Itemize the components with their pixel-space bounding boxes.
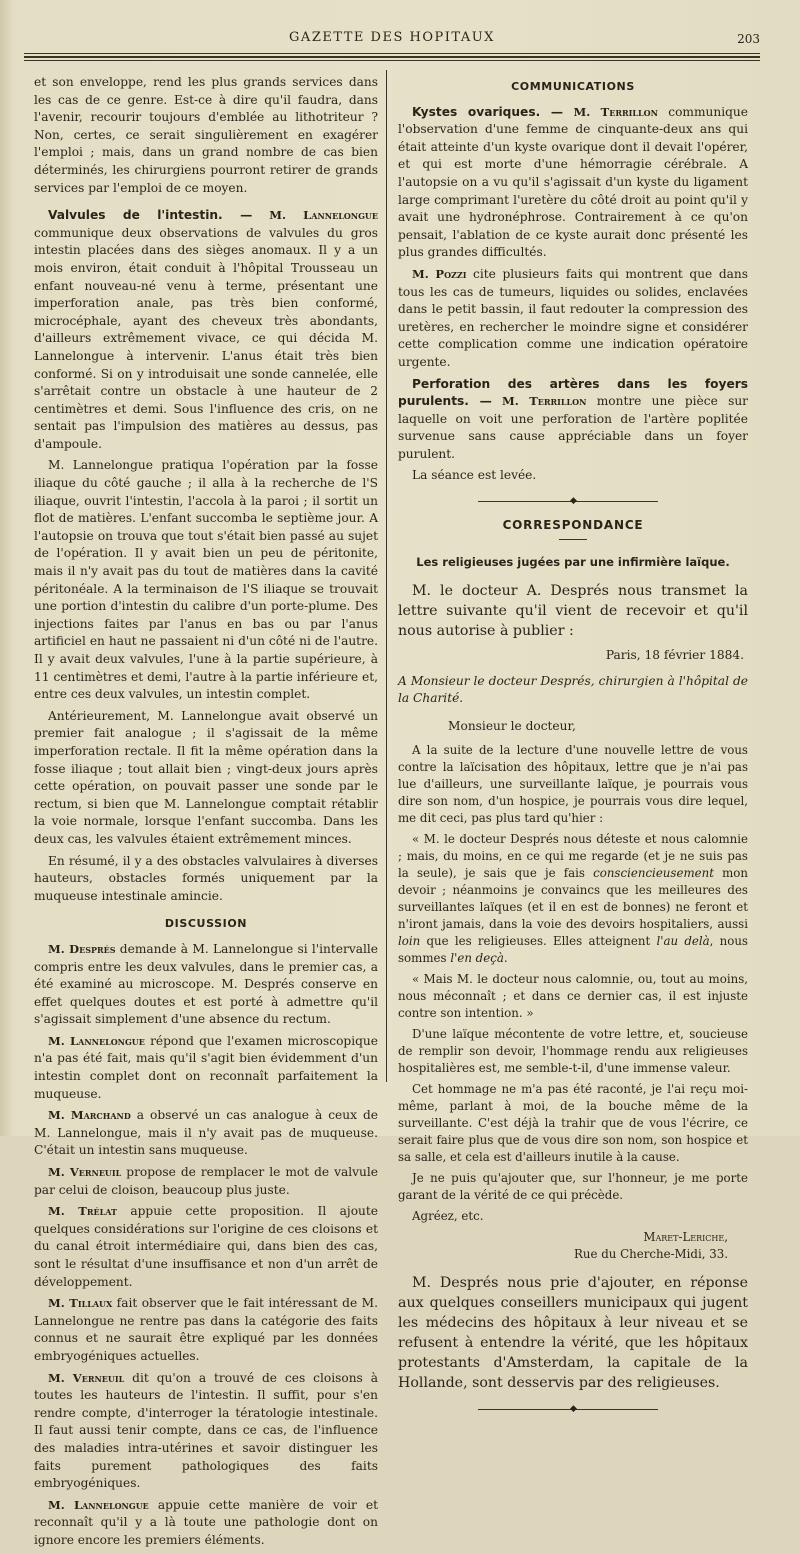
divider-line <box>478 501 658 502</box>
letter-paragraph: D'une laïque mécontente de votre lettre, et, soucieuse de remplir son devoir, l'hommage rendu aux religieuses hospitalières est, me semble-t-il, d'une immense valeur. <box>398 1026 748 1075</box>
letter-body <box>398 742 748 1263</box>
divider-line <box>478 1409 658 1410</box>
entry-text: a observé un cas analogue à ceux de M. Lannelongue, mais il n'y avait pas de muqueuse. C'était un intestin sans muqueuse. <box>34 1108 378 1158</box>
emphasis: loin <box>398 933 421 948</box>
paragraph: M. Lannelongue pratiqua l'opération par la fosse iliaque du côté gauche ; il alla à la recherche de l'S iliaque, ouvrit l'intestin, l'accola à la paroi ; il sortit un flot de matières. L'enfant succomba le septième jour. A l'autopsie on trouva que tout s'était bien passé au sujet de l'opération. Il y avait bien un peu de péritonite, mais il n'y avait pas du tout de matières dans la cavité péritonéale. A la terminaison de l'S iliaque se trouvait une portion d'intestin du calibre d'un porte-plume. Des injections faites par l'anus en bas ou par l'anus artificiel en haut ne passaient ni d'un côté ni de l'autre. Il y avait deux valvules, l'une à la partie supérieure, à 11 centimètres et demi, l'autre à la partie inférieure et, entre ces deux valvules, un intestin complet. <box>34 458 378 702</box>
discussion-entry <box>34 1295 378 1365</box>
text: , nous sommes <box>398 933 748 965</box>
letter-paragraph <box>398 831 748 967</box>
text: . <box>503 950 508 965</box>
divider-ornament-icon: ◆ <box>570 496 577 507</box>
header-rule-top <box>24 53 760 54</box>
speaker-name: M. Tillaux <box>48 1296 113 1311</box>
left-column <box>34 74 378 1554</box>
page-number: 203 <box>737 32 760 46</box>
discussion-entry <box>34 941 378 1029</box>
speaker-name: M. Terrillon <box>573 104 658 119</box>
entry-text: appuie cette proposition. Il ajoute quelques considérations sur l'origine de ces cloisons et du canal étroit intermédiaire qui, dans bien des cas, sont le résultat d'une insuffisance et non d'un arrêt de développement. <box>34 1204 378 1289</box>
section-valvules <box>34 207 378 453</box>
divider-ornament-icon: ◆ <box>570 1403 577 1414</box>
discussion-heading: DISCUSSION <box>164 917 248 931</box>
letter-date: Paris, 18 février 1884. <box>605 648 744 663</box>
paragraph: et son enveloppe, rend les plus grands services dans les cas de ce genre. Est-ce à dire qu'il faudra, dans l'avenir, recourir toujours d'emblée au lithotriteur ? Non, certes, ce serait singulièrement en exagérer l'emploi ; mais, dans un grand nombre de cas bien déterminés, les chirurgiens pourront retirer de grands services par l'emploi de ce moyen. <box>34 75 378 195</box>
closing-line: La séance est levée. <box>412 468 537 483</box>
discussion-entry <box>34 1164 378 1199</box>
discussion-entry <box>34 1107 378 1160</box>
paragraph: En résumé, il y a des obstacles valvulaires à diverses hauteurs, obstacles formés uniquement par la muqueuse intestinale amincie. <box>34 853 378 903</box>
emphasis: l'au delà <box>656 933 710 948</box>
speaker-name: M. Trélat <box>48 1204 117 1219</box>
letter-paragraph: Cet hommage ne m'a pas été raconté, je l'ai reçu moi-même, parlant à moi, de la bouche même de la surveillante. C'est déjà la trahir que de vous l'écrire, ce serait faire plus que de vous dire son nom, son hospice et sa salle, et cela est d'ailleurs inutile à la cause. <box>398 1081 748 1164</box>
letter-signature: Maret-Leriche, <box>643 1229 728 1244</box>
speaker-name: M. Verneuil <box>48 1370 125 1385</box>
text: que les religieuses. Elles atteignent <box>420 933 657 948</box>
paragraph: Antérieurement, M. Lannelongue avait observé un premier fait analogue ; il s'agissait de la même imperforation rectale. Il fit la même opération dans la fosse iliaque ; tout allait bien ; vingt-deux jours après cette opération, on pouvait passer une sonde par le rectum, si bien que M. Lannelongue comptait rétablir la voie normale, lorsque l'enfant succomba. Dans les deux cas, les valvules étaient extrêmement minces. <box>34 708 378 846</box>
article-subtitle: Les religieuses jugées par une infirmière laïque. <box>416 554 730 569</box>
speaker-name: M. Pozzi <box>412 266 467 281</box>
speaker-name: M. Lannelongue <box>48 1497 149 1512</box>
header-rule-middle <box>24 56 760 58</box>
article-intro: M. le docteur A. Després nous transmet la lettre suivante qu'il vient de recevoir et qu'il nous autorise à publier : <box>398 583 748 640</box>
speaker-name: M. Verneuil <box>48 1165 122 1180</box>
paragraph-text: montre une pièce sur laquelle on voit une perforation de l'artère poplitée survenue sans cause appréciable dans un foyer purulent. <box>398 394 749 461</box>
section-kystes <box>398 104 748 262</box>
discussion-entry <box>34 1370 378 1493</box>
column-divider <box>386 70 387 1082</box>
emphasis: l'en deçà <box>450 950 504 965</box>
entry-text: répond que l'examen microscopique n'a pas été fait, mais qu'il s'agit bien évidemment d'un intestin complet dont on reconnaît parfaitement la muqueuse. <box>34 1033 378 1101</box>
section-heading: Valvules de l'intestin. — <box>48 208 253 223</box>
communications-heading: COMMUNICATIONS <box>511 80 635 93</box>
paragraph <box>398 266 748 372</box>
entry-text: fait observer que le fait intéressant de M. Lannelongue ne rentre pas dans la catégorie des faits connus et ne saurait être expliqué par les données embryogéniques actuelles. <box>34 1296 378 1363</box>
section-perforation <box>398 376 748 464</box>
header-rule-bottom <box>24 60 760 61</box>
letter-paragraph: Agréez, etc. <box>412 1208 484 1223</box>
discussion-entry <box>34 1033 378 1103</box>
article-closing: M. Després nous prie d'ajouter, en réponse aux quelques conseillers municipaux qui jugent les médecins des hôpitaux à leur niveau et se refusent à entendre la vérité, que les hôpitaux protestants d'Amsterdam, la capitale de la Hollande, sont desservis par des religieuses. <box>398 1274 748 1391</box>
speaker-name: M. Marchand <box>48 1108 131 1123</box>
speaker-name: M. Terrillon <box>502 394 587 409</box>
letter-paragraph: Je ne puis qu'ajouter que, sur l'honneur, je me porte garant de la vérité de ce qui précède. <box>398 1170 748 1202</box>
text: mon devoir ; néanmoins je convaincs que les meilleures des surveillantes laïques (et il en est de bonnes) ne feront et n'iront jamais, dans la voie des devoirs hospitaliers, aussi <box>398 865 748 931</box>
paragraph-text: communique deux observations de valvules du gros intestin placées dans des sièges anomaux. Il y a un mois environ, était conduit à l'hôpital Trousseau un enfant nouveau-né venu à terme, présentant une imperforation anale, pas très bien conformé, microcéphale, ayant des cheveux très abondants, d'ailleurs extrêmement vivace, ce qui décida M. Lannelongue à intervenir. L'anus était très bien conformé. Si on y introduisait une sonde cannelée, elle s'arrêtait contre un obstacle à une hauteur de 2 centimètres et demi. Sous l'influence des cris, on ne sentait pas l'impulsion des matières au dessus, pas d'ampoule. <box>34 225 378 451</box>
emphasis: consciencieusement <box>593 865 714 880</box>
discussion-entry <box>34 1497 378 1550</box>
letter-paragraph: A la suite de la lecture d'une nouvelle lettre de vous contre la laïcisation des hôpitaux, lettre que je n'ai pas lue d'ailleurs, une surveillante laïque, je pourrais vous dire son nom, d'un hospice, je pourrais vous dire lequel, me dit ceci, pas plus tard qu'hier : <box>398 742 748 825</box>
speaker-name: M. Lannelongue <box>269 208 379 223</box>
correspondance-heading: CORRESPONDANCE <box>502 518 644 533</box>
entry-text: propose de remplacer le mot de valvule par celui de cloison, beaucoup plus juste. <box>34 1165 378 1197</box>
text: « M. le docteur Després nous déteste et nous calomnie ; mais, du moins, en ce qui me regarde (et je ne suis pas la seule), je sais que je fais <box>398 831 748 880</box>
paragraph-text: communique l'observation d'une femme de cinquante-deux ans qui était atteinte d'un kyste ovarique dont il devait l'opérer, et qui est morte d'une hémorragie cérébrale. A l'autopsie on a vu qu'il s'agissait d'un kyste du ligament large comprimant l'uretère du côté droit au point qu'il y avait une hydronéphrose. Contrairement à ce qu'on pensait, l'ablation de ce kyste aurait donc présenté les plus grandes difficultés. <box>398 104 748 260</box>
speaker-name: M. Lannelongue <box>48 1033 145 1048</box>
signature-address: Rue du Cherche-Midi, 33. <box>574 1246 728 1261</box>
section-divider <box>398 495 748 507</box>
right-column <box>398 74 748 1425</box>
discussion-entry <box>34 1203 378 1291</box>
short-rule <box>559 539 587 540</box>
section-heading: Kystes ovariques. — <box>412 104 564 119</box>
speaker-name: M. Després <box>48 941 116 956</box>
paragraph-text: cite plusieurs faits qui montrent que dans tous les cas de tumeurs, liquides ou solides, enclavées dans le petit bassin, il faut redouter la compression des uretères, en rechercher le moindre signe et considérer cette complication comme une indication opératoire urgente. <box>398 266 748 369</box>
section-heading: Perforation des artères dans les foyers purulents. — <box>398 376 748 409</box>
end-divider <box>398 1403 748 1415</box>
entry-text: dit qu'on a trouvé de ces cloisons à toutes les hauteurs de l'intestin. Il suffit, pour s'en rendre compte, d'interroger la tératologie intestinale. Il faut aussi tenir compte, dans ce cas, de l'influence des maladies intra-utérines et savoir distinguer les faits purement pathologiques des faits embryogéniques. <box>34 1370 378 1491</box>
page-header <box>24 30 760 50</box>
journal-title: GAZETTE DES HOPITAUX <box>289 30 495 45</box>
letter-greeting: Monsieur le docteur, <box>448 719 576 734</box>
entry-text: demande à M. Lannelongue si l'intervalle compris entre les deux valvules, dans le premier cas, a été examiné au microscope. M. Després conserve en effet quelques doutes et est porté à admettre qu'il s'agissait simplement d'une absence du rectum. <box>34 941 378 1027</box>
letter-paragraph: « Mais M. le docteur nous calomnie, ou, tout au moins, nous méconnaît ; et dans ce dernier cas, il est injuste contre son intention. » <box>398 971 748 1020</box>
entry-text: appuie cette manière de voir et reconnaît qu'il y a là toute une pathologie dont on ignore encore les premiers éléments. <box>34 1497 378 1547</box>
letter-address: A Monsieur le docteur Després, chirurgien à l'hôpital de la Charité. <box>398 673 748 706</box>
